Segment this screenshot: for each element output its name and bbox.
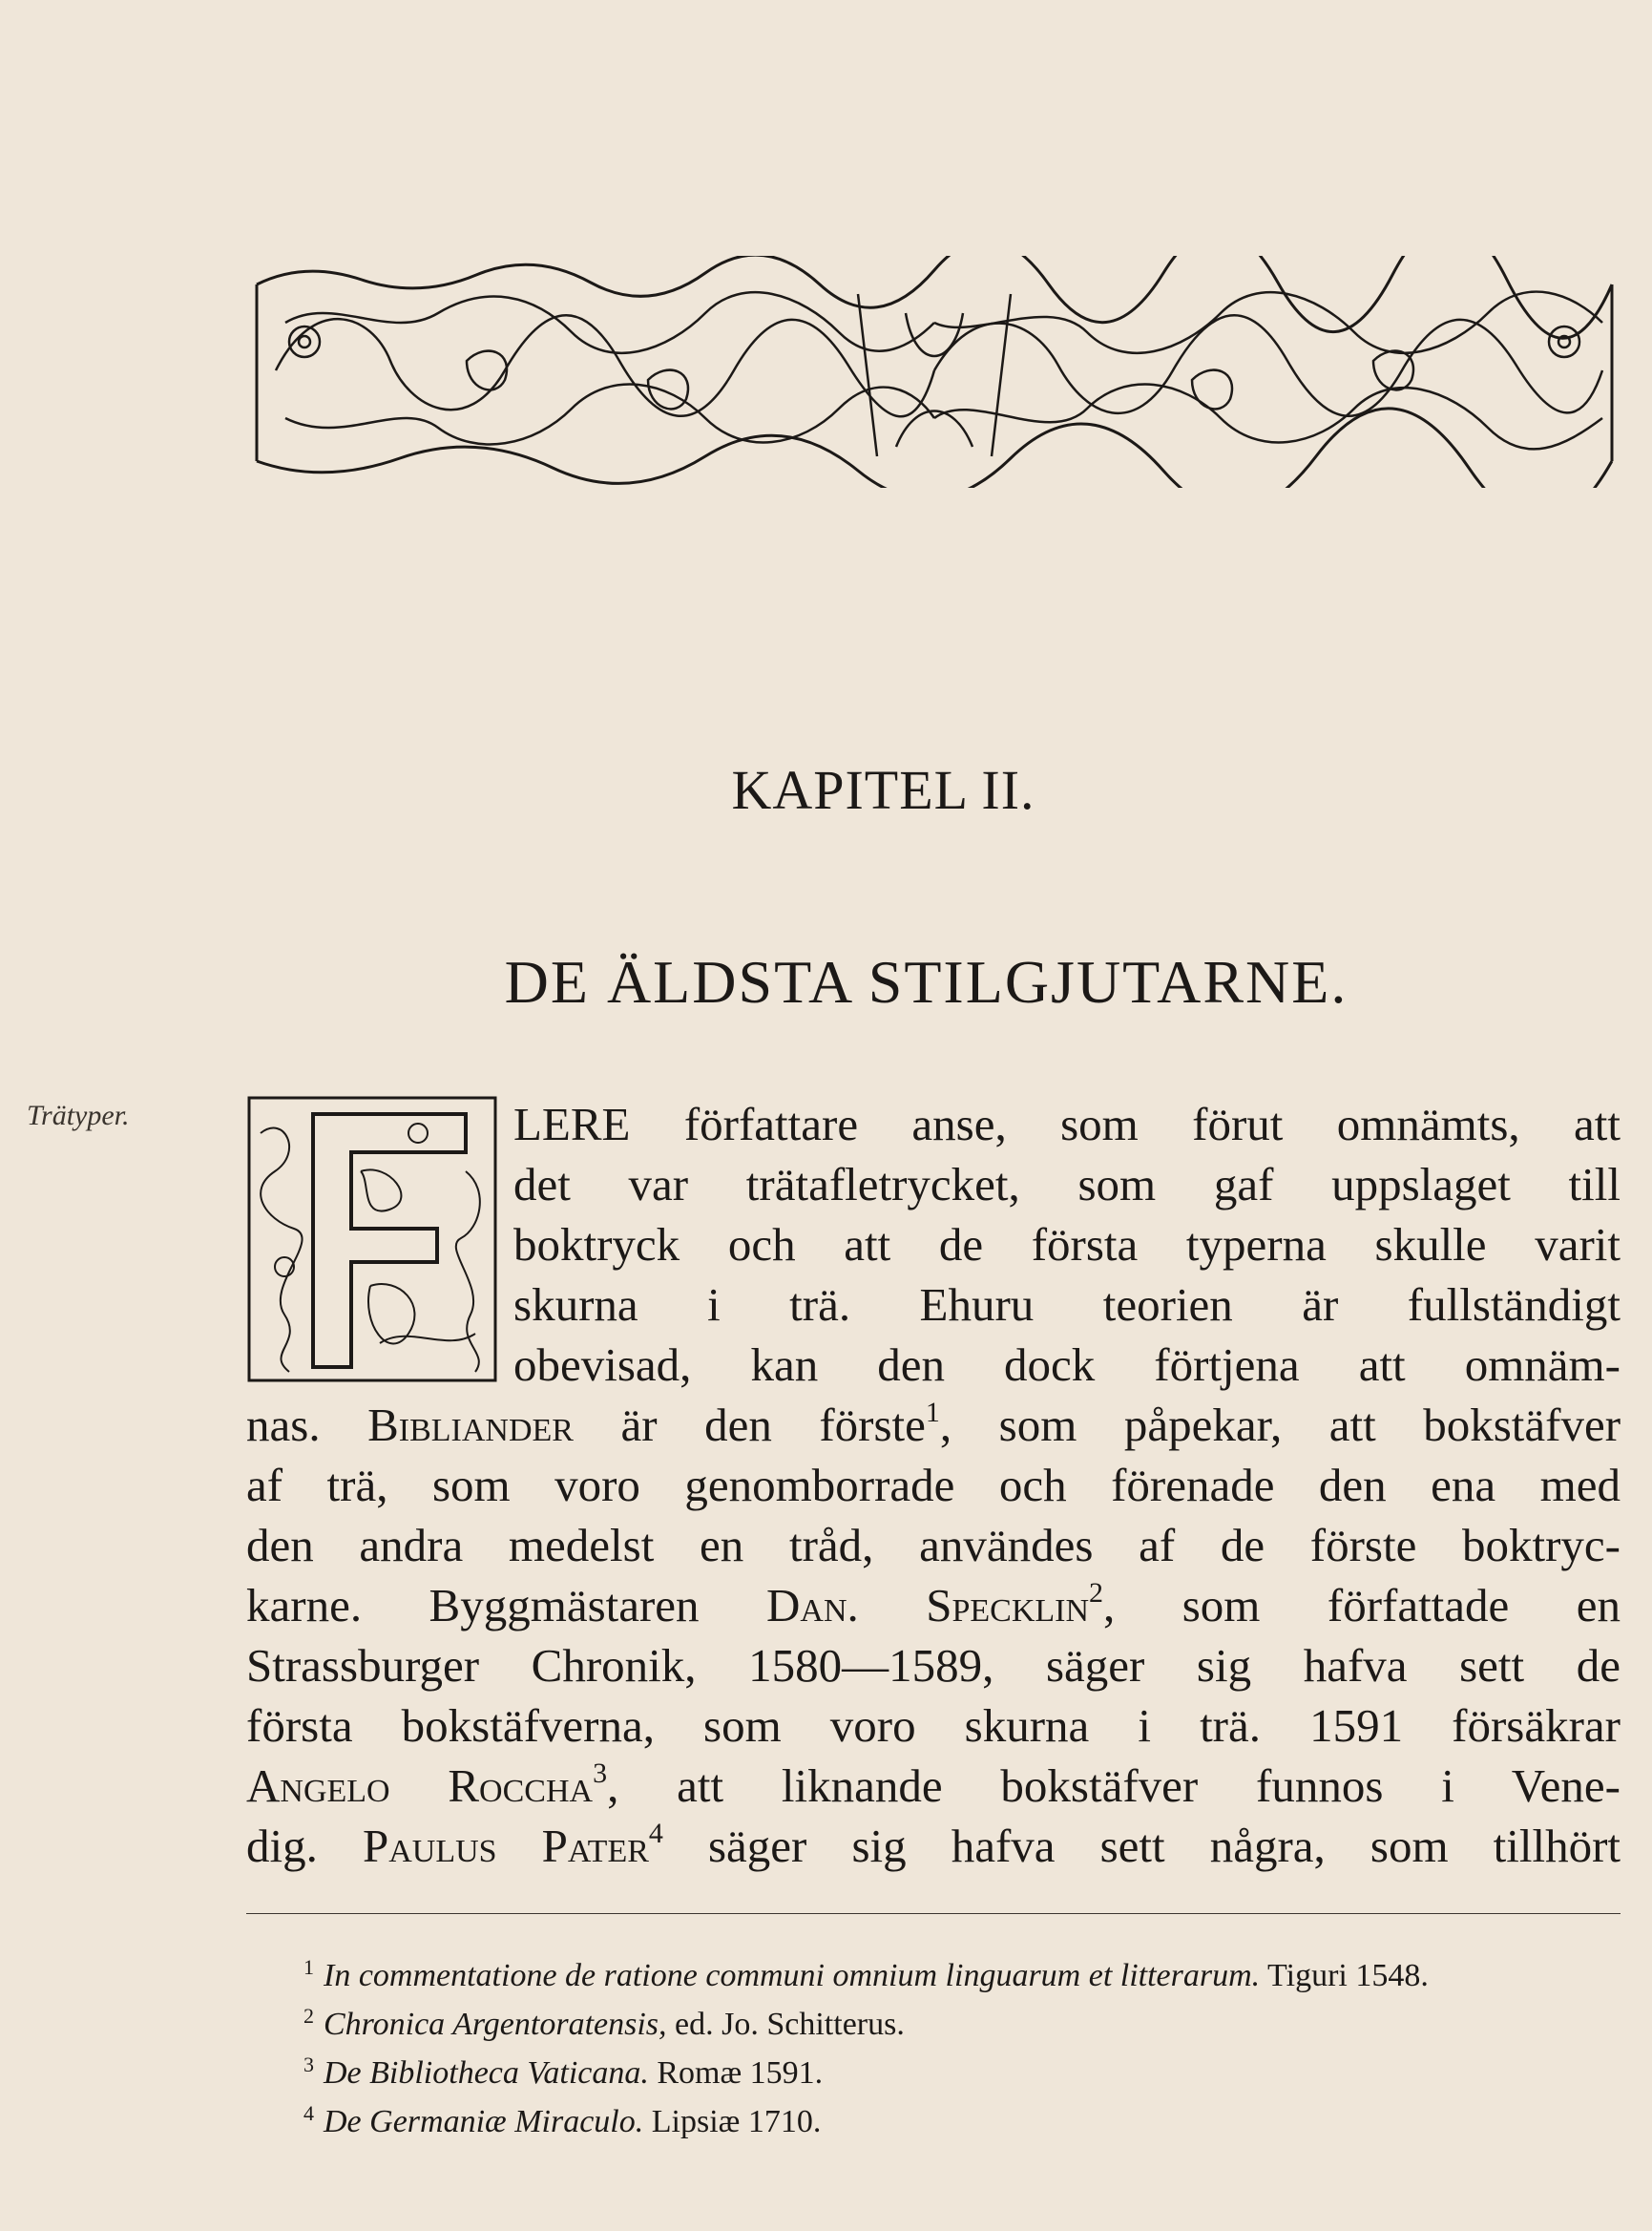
text-line: LERE författare anse, som förut omnämts, att (513, 1098, 1621, 1150)
text-line: obevisad, kan den dock förtjena att omnäm- (513, 1338, 1621, 1391)
body-text (246, 1094, 1621, 1876)
footnote: $^1$ In commentatione de ratione communi omnium linguarum et litterarum. Tiguri 1548. (303, 1955, 1429, 1993)
text-line: Strassburger Chronik, 1580—1589, säger sig hafva sett de (246, 1639, 1621, 1692)
text-line: boktryck och att de första typerna skulle varit (513, 1218, 1621, 1271)
footnote: $^2$ Chronica Argentoratensis, ed. Jo. Schitterus. (303, 2004, 905, 2042)
person-name: Bibliander (367, 1399, 574, 1451)
text-line: skurna i trä. Ehuru teorien är fullständigt (513, 1278, 1621, 1331)
text-line: första bokstäfverna, som voro skurna i trä. 1591 försäkrar (246, 1699, 1621, 1752)
person-name: Dan. Specklin (766, 1579, 1090, 1631)
footnotes (303, 1947, 1621, 2142)
text-line: Angelo Roccha$^3$, att liknande bokstäfver funnos i Vene- (246, 1757, 1621, 1812)
text-line: nas. Bibliander är den förste$^1$, som påpekar, att bokstäfver (246, 1397, 1621, 1451)
person-name: Angelo Roccha (246, 1759, 594, 1812)
footnote-ref: 1 (925, 1397, 940, 1428)
text-line: af trä, som voro genomborrade och förenade den ena med (246, 1459, 1621, 1511)
text-line: den andra medelst en tråd, användes af de förste boktryc- (246, 1519, 1621, 1571)
text-line: dig. Paulus Pater$^4$ säger sig hafva sett några, som tillhört (246, 1818, 1621, 1872)
person-name: Paulus Pater (362, 1820, 649, 1872)
text-line: det var trätafletrycket, som gaf uppslaget till (513, 1158, 1621, 1210)
chapter-number: KAPITEL II. (731, 759, 1035, 821)
ornamental-headpiece (247, 256, 1621, 488)
footnote-ref: 2 (1089, 1577, 1104, 1609)
margin-note: Trätyper. (27, 1100, 130, 1131)
text-line: karne. Byggmästaren Dan. Specklin$^2$, som författade en (246, 1577, 1621, 1631)
footnote: $^3$ De Bibliotheca Vaticana. Romæ 1591. (303, 2052, 824, 2091)
footnote-divider (246, 1913, 1621, 1914)
footnote-ref: 4 (648, 1818, 663, 1849)
footnote: $^4$ De Germaniæ Miraculo. Lipsiæ 1710. (303, 2101, 822, 2139)
chapter-title: DE ÄLDSTA STILGJUTARNE. (504, 948, 1349, 1016)
footnote-ref: 3 (593, 1757, 608, 1789)
